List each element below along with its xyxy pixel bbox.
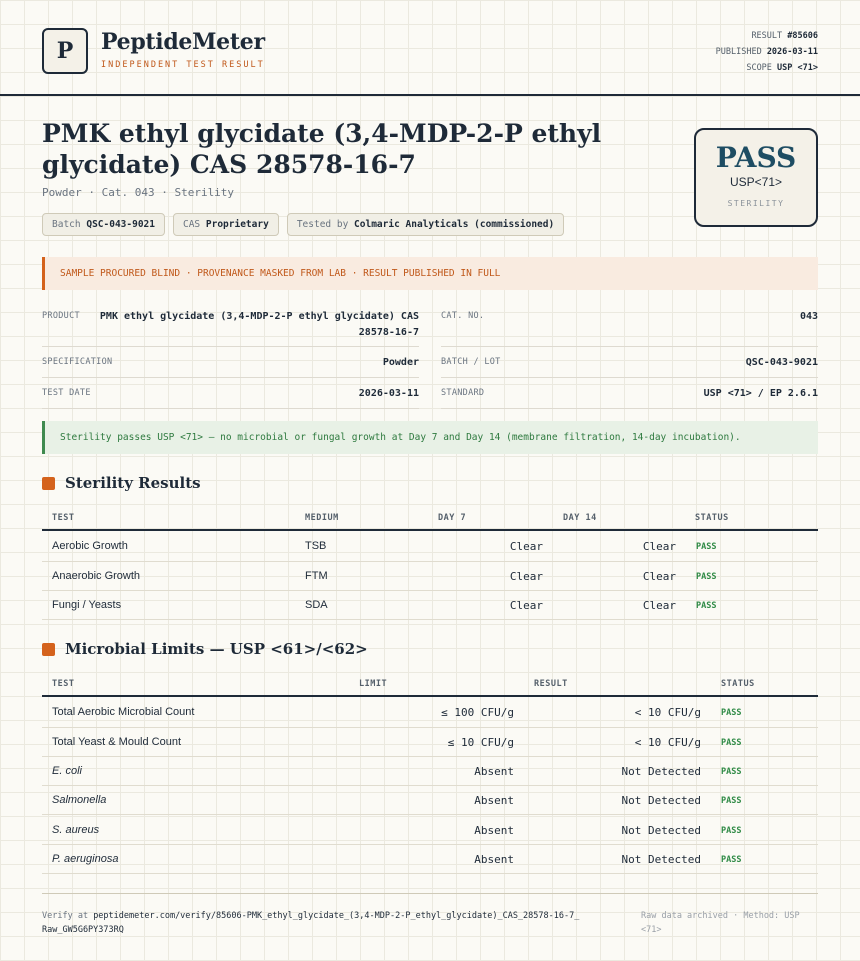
verify-link[interactable]: peptidemeter.com/verify/85606-PMK_ethyl_glycidate_(3,4-MDP-2-P_ethyl_glycidate)_CAS_28578-16-7_Raw_GW5G6PY373RQ [42, 911, 580, 935]
divider [441, 346, 818, 347]
row-divider [42, 561, 818, 562]
col-header-medium: MEDIUM [305, 513, 339, 523]
meta-result: RESULT #85606 [751, 31, 818, 41]
report-meta [716, 28, 818, 76]
col-header-status: STATUS [695, 513, 729, 523]
row-divider [42, 756, 818, 757]
test-cell: Aerobic Growth [52, 540, 128, 552]
limit-cell: Absent [474, 824, 514, 837]
medium-cell: SDA [305, 599, 328, 611]
medium-cell: TSB [305, 540, 327, 552]
verdict-category: STERILITY [727, 199, 785, 208]
test-cell: Fungi / Yeasts [52, 599, 122, 611]
status-badge: PASS [696, 601, 717, 611]
result-cell: < 10 CFU/g [634, 736, 701, 749]
divider [42, 408, 419, 409]
table-header-rule [42, 695, 818, 697]
day7-cell: Clear [509, 540, 543, 553]
row-divider [42, 873, 818, 874]
result-cell: Not Detected [621, 765, 701, 778]
day14-cell: Clear [642, 570, 676, 583]
divider [42, 346, 419, 347]
test-cell: P. aeruginosa [52, 853, 119, 865]
table-header-rule [42, 529, 818, 531]
page-title: PMK ethyl glycidate (3,4-MDP-2-P ethyl glycidate) CAS 28578-16-7 [42, 119, 602, 179]
verdict-badge [694, 128, 818, 227]
verdict-standard: USP<71> [729, 175, 783, 189]
verify-line: Verify at peptidemeter.com/verify/85606-PMK_ethyl_glycidate_(3,4-MDP-2-P_ethyl_glycidate)_CAS_28578-16-7_Raw_GW5G6PY373RQ [42, 911, 580, 935]
standard-label: STANDARD [441, 388, 485, 398]
status-badge: PASS [721, 738, 742, 748]
limit-cell: ≤ 10 CFU/g [447, 736, 514, 749]
divider [42, 377, 419, 378]
batch-value: QSC-043-9021 [745, 357, 818, 368]
product-label: PRODUCT [42, 311, 80, 321]
medium-cell: FTM [305, 570, 328, 582]
microbial-section-title: Microbial Limits — USP <61>/<62> [42, 640, 368, 658]
row-divider [42, 814, 818, 815]
info-chips [42, 213, 564, 236]
col-header-status: STATUS [721, 679, 755, 689]
sterility-section-title: Sterility Results [42, 474, 201, 492]
success-banner: Sterility passes USP <71> — no microbial or fungal growth at Day 7 and Day 14 (membrane filtration, 14-day incubation). [42, 421, 818, 454]
verdict-word: PASS [715, 141, 797, 174]
day14-cell: Clear [642, 599, 676, 612]
spec-value: Powder [382, 357, 419, 368]
row-divider [42, 619, 818, 620]
limit-cell: Absent [474, 794, 514, 807]
lab-chip: Tested by Colmaric Analyticals (commissioned) [287, 213, 564, 236]
row-divider [42, 844, 818, 845]
status-badge: PASS [721, 796, 742, 806]
meta-published: PUBLISHED 2026-03-11 [715, 47, 818, 57]
day7-cell: Clear [509, 570, 543, 583]
test-cell: E. coli [52, 765, 82, 777]
status-badge: PASS [721, 826, 742, 836]
brand-tagline: INDEPENDENT TEST RESULT [101, 60, 265, 70]
catno-value: 043 [799, 311, 818, 322]
status-badge: PASS [721, 708, 742, 718]
section-marker-icon [42, 477, 55, 490]
spec-label: SPECIFICATION [42, 357, 113, 367]
result-cell: < 10 CFU/g [634, 706, 701, 719]
brand-name: PeptideMeter [101, 29, 265, 55]
section-marker-icon [42, 643, 55, 656]
row-divider [42, 590, 818, 591]
row-divider [42, 727, 818, 728]
page-subtitle: Powder · Cat. 043 · Sterility [42, 186, 235, 199]
batch-label: BATCH / LOT [441, 357, 501, 367]
product-value: PMK ethyl glycidate (3,4-MDP-2-P ethyl glycidate) CAS 28578-16-7 [99, 311, 419, 338]
col-header-day14: DAY 14 [563, 513, 597, 523]
standard-value: USP <71> / EP 2.6.1 [703, 388, 818, 399]
test-cell: Anaerobic Growth [52, 570, 141, 582]
limit-cell: Absent [474, 765, 514, 778]
status-badge: PASS [721, 855, 742, 865]
report-header [0, 0, 860, 96]
limit-cell: ≤ 100 CFU/g [441, 706, 514, 719]
limit-cell: Absent [474, 853, 514, 866]
col-header-test: TEST [52, 679, 75, 689]
status-badge: PASS [696, 572, 717, 582]
col-header-test: TEST [52, 513, 75, 523]
result-cell: Not Detected [621, 853, 701, 866]
batch-chip: Batch QSC-043-9021 [42, 213, 165, 236]
result-cell: Not Detected [621, 824, 701, 837]
date-value: 2026-03-11 [358, 388, 419, 399]
catno-label: CAT. NO. [441, 311, 485, 321]
test-cell: Salmonella [52, 794, 107, 806]
day14-cell: Clear [642, 540, 676, 553]
test-cell: Total Yeast & Mould Count [52, 736, 182, 748]
divider [441, 408, 818, 409]
test-cell: Total Aerobic Microbial Count [52, 706, 195, 718]
cas-chip: CAS Proprietary [173, 213, 279, 236]
status-badge: PASS [696, 542, 717, 552]
warning-banner: SAMPLE PROCURED BLIND · PROVENANCE MASKED FROM LAB · RESULT PUBLISHED IN FULL [42, 257, 818, 290]
row-divider [42, 785, 818, 786]
logo-icon: P [42, 28, 88, 74]
divider [441, 377, 818, 378]
date-label: TEST DATE [42, 388, 91, 398]
test-cell: S. aureus [52, 824, 100, 836]
result-cell: Not Detected [621, 794, 701, 807]
status-badge: PASS [721, 767, 742, 777]
day7-cell: Clear [509, 599, 543, 612]
col-header-day7: DAY 7 [438, 513, 467, 523]
meta-scope: SCOPE USP <71> [746, 63, 818, 73]
footer-note: Raw data archived · Method: USP <71> [641, 911, 800, 935]
col-header-limit: LIMIT [359, 679, 388, 689]
col-header-result: RESULT [534, 679, 568, 689]
footer-divider [42, 893, 818, 894]
